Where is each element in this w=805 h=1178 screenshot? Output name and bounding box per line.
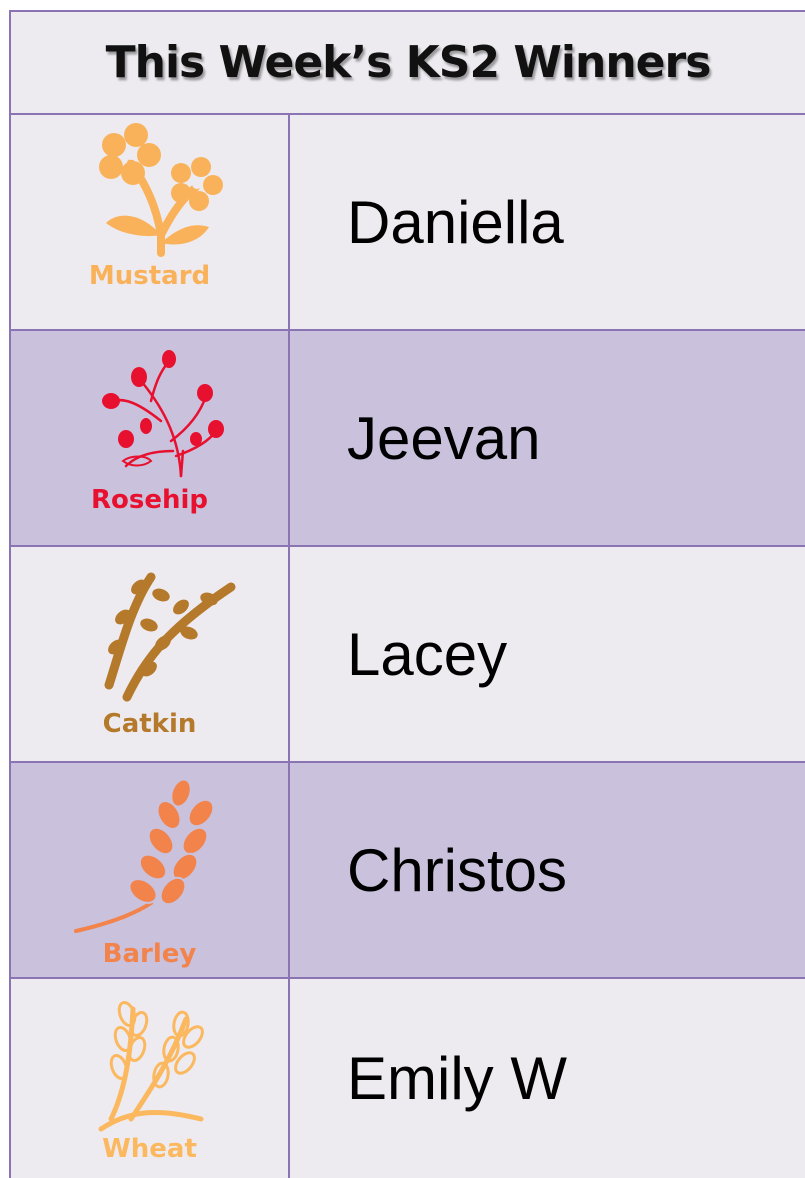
winner-cell <box>290 331 805 545</box>
table-row <box>11 547 805 763</box>
house-label: Wheat <box>102 1134 197 1164</box>
winner-name: Christos <box>347 836 568 904</box>
house-label: Rosehip <box>90 485 209 515</box>
winner-cell <box>290 979 805 1178</box>
winner-cell <box>290 763 805 977</box>
winner-name: Daniella <box>347 188 564 256</box>
winners-table <box>9 10 805 1178</box>
house-cell <box>11 115 290 329</box>
house-cell <box>11 979 290 1178</box>
title-row <box>11 12 805 115</box>
table-row <box>11 763 805 979</box>
winner-name: Lacey <box>347 620 508 688</box>
house-cell <box>11 331 290 545</box>
house-label: Mustard <box>88 261 211 291</box>
table-row <box>11 115 805 331</box>
house-cell <box>11 547 290 761</box>
table-row <box>11 331 805 547</box>
table-row <box>11 979 805 1178</box>
house-cell <box>11 763 290 977</box>
page-title: This Week’s KS2 Winners <box>105 37 711 88</box>
house-label: Catkin <box>102 709 197 739</box>
house-label: Barley <box>102 939 197 969</box>
winner-name: Jeevan <box>347 404 541 472</box>
winner-name: Emily W <box>347 1045 567 1112</box>
mustard-flower-icon <box>11 115 290 331</box>
winner-cell <box>290 547 805 761</box>
winner-cell <box>290 115 805 329</box>
